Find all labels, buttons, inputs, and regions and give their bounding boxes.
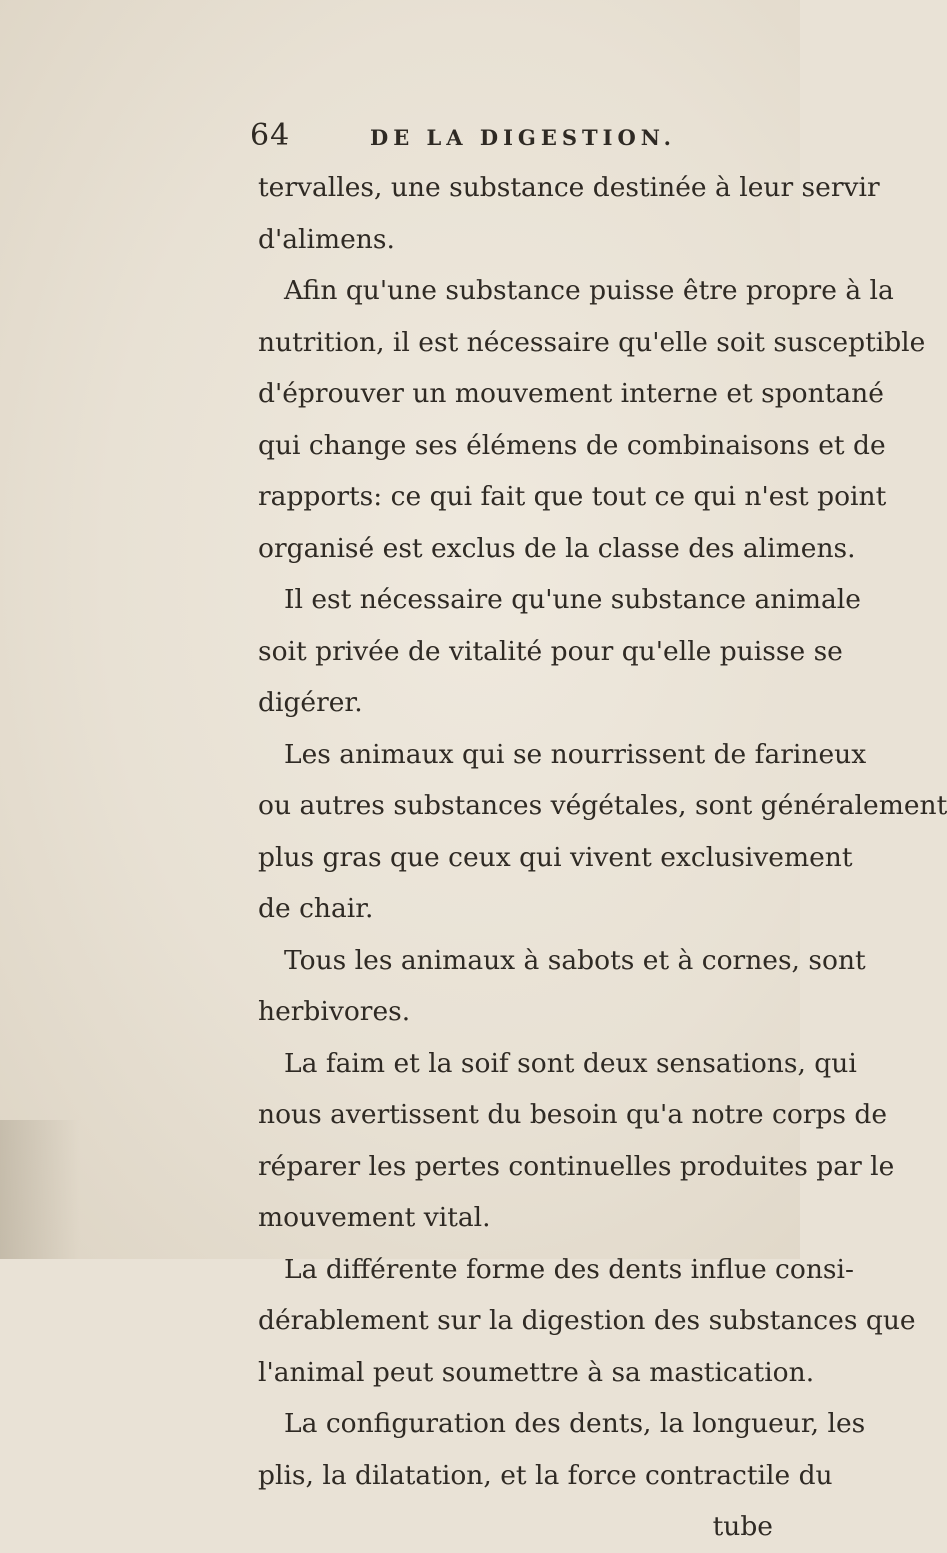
text-line: nutrition, il est nécessaire qu'elle soit susceptible — [258, 326, 926, 358]
text-line: La faim et la soif sont deux sensations, qui — [284, 1047, 857, 1079]
text-line: qui change ses élémens de combinaisons et de — [258, 429, 886, 461]
page-text — [250, 118, 947, 1553]
text-line: d'éprouver un mouvement interne et spontané — [258, 378, 884, 409]
catchword: tube — [712, 1511, 773, 1542]
text-line: La configuration des dents, la longueur, les — [284, 1408, 866, 1439]
text-line: La différente forme des dents influe consi- — [284, 1253, 854, 1285]
text-line: mouvement vital. — [258, 1202, 491, 1233]
text-line: tervalles, une substance destinée à leur servir — [258, 172, 880, 203]
text-line: ou autres substances végétales, sont généralement — [258, 790, 947, 821]
text-line: Afin qu'une substance puisse être propre à la — [284, 275, 894, 306]
text-line: réparer les pertes continuelles produites par le — [258, 1150, 895, 1182]
running-title: DE LA DIGESTION. — [370, 125, 676, 150]
text-line: d'alimens. — [258, 223, 395, 255]
page-number: 64 — [250, 118, 291, 153]
running-head — [250, 118, 773, 162]
text-line: digérer. — [258, 687, 363, 718]
text-line: de chair. — [258, 893, 374, 924]
text-line: dérablement sur la digestion des substances que — [258, 1305, 916, 1336]
page-stain — [0, 1120, 80, 1259]
text-line: soit privée de vitalité pour qu'elle puisse se — [258, 635, 843, 667]
text-line: rapports: ce qui fait que tout ce qui n'est point — [258, 481, 887, 512]
text-line: herbivores. — [258, 996, 411, 1027]
text-line: Les animaux qui se nourrissent de farineux — [284, 738, 867, 770]
text-line: Tous les animaux à sabots et à cornes, sont — [284, 944, 866, 976]
text-line: nous avertissent du besoin qu'a notre corps de — [258, 1099, 888, 1130]
text-line: plus gras que ceux qui vivent exclusivement — [258, 841, 853, 873]
text-line: organisé est exclus de la classe des alimens. — [258, 532, 856, 564]
text-line: plis, la dilatation, et la force contractile du — [258, 1459, 833, 1491]
text-line: Il est nécessaire qu'une substance animale — [284, 584, 861, 615]
text-line: l'animal peut soumettre à sa mastication. — [258, 1356, 815, 1388]
